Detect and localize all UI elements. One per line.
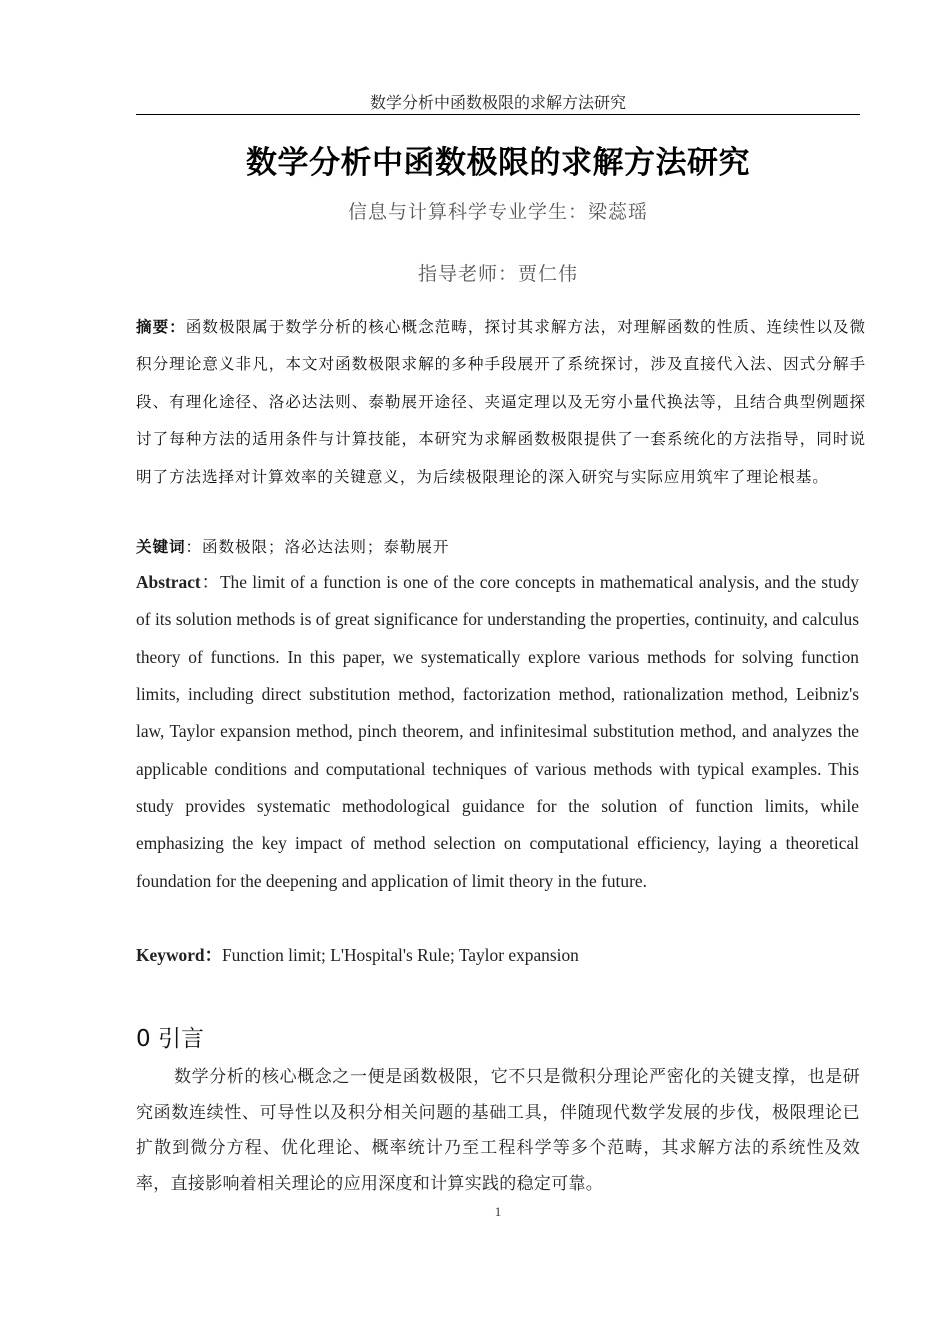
header-rule <box>136 114 860 115</box>
page-number: 1 <box>494 1204 502 1219</box>
chinese-abstract-label: 摘要： <box>136 317 186 336</box>
chinese-abstract-text: 函数极限属于数学分析的核心概念范畴，探讨其求解方法，对理解函数的性质、连续性以及微积分理论意义非凡，本文对函数极限求解的多种手段展开了系统探讨，涉及直接代入法、因式分解手段、有理化途径、洛必达法则、泰勒展开途径、夹逼定理以及无穷小量代换法等，且结合典型例题探讨了每种方法的适用条件与计算技能，本研究为求解函数极限提供了一套系统化的方法指导，同时说明了方法选择对计算效率的关键意义，为后续极限理论的深入研究与实际应用筑牢了理论根基。 <box>136 318 866 486</box>
english-keywords-text: Function limit; L'Hospital's Rule; Taylor expansion <box>221 945 579 965</box>
author-line: 信息与计算科学专业学生：梁蕊瑶 <box>347 201 648 223</box>
section-heading-introduction: 0 引言 <box>136 1026 204 1052</box>
chinese-keywords-label: 关键词 <box>136 537 186 556</box>
english-abstract-text: ：The limit of a function is one of the core concepts in mathematical analysis, and the study of its solution methods is of great significance for understanding the properties, continuity, and calculus theory of functions. In this paper, we systematically explore various methods for solving function limits, including direct substitution method, factorization method, rationalization method, Leibniz's law, Taylor expansion method, pinch theorem, and infinitesimal substitution method, and analyzes the applicable conditions and computational techniques of various methods with typical examples. This study provides systematic methodological guidance for the solution of function limits, while emphasizing the key impact of method selection on computational efficiency, laying a theoretical foundation for the deepening and application of limit theory in the future. <box>136 572 859 891</box>
advisor-line: 指导老师：贾仁伟 <box>417 263 578 285</box>
english-keywords-label: Keyword： <box>136 945 222 965</box>
running-header: 数学分析中函数极限的求解方法研究 <box>369 93 626 112</box>
paper-title: 数学分析中函数极限的求解方法研究 <box>246 145 750 181</box>
english-keywords <box>136 941 860 969</box>
introduction-paragraph: 数学分析的核心概念之一便是函数极限，它不只是微积分理论严密化的关键支撑，也是研究函数连续性、可导性以及积分相关问题的基础工具，伴随现代数学发展的步伐，极限理论已扩散到微分方程、优化理论、概率统计乃至工程科学等多个范畴，其求解方法的系统性及效率，直接影响着相关理论的应用深度和计算实践的稳定可靠。 <box>136 1067 860 1194</box>
english-abstract <box>136 564 859 900</box>
chinese-abstract <box>136 308 866 496</box>
chinese-keywords-text: ：函数极限；洛必达法则；泰勒展开 <box>185 538 450 556</box>
english-abstract-label: Abstract <box>136 572 201 592</box>
chinese-keywords <box>136 533 860 561</box>
